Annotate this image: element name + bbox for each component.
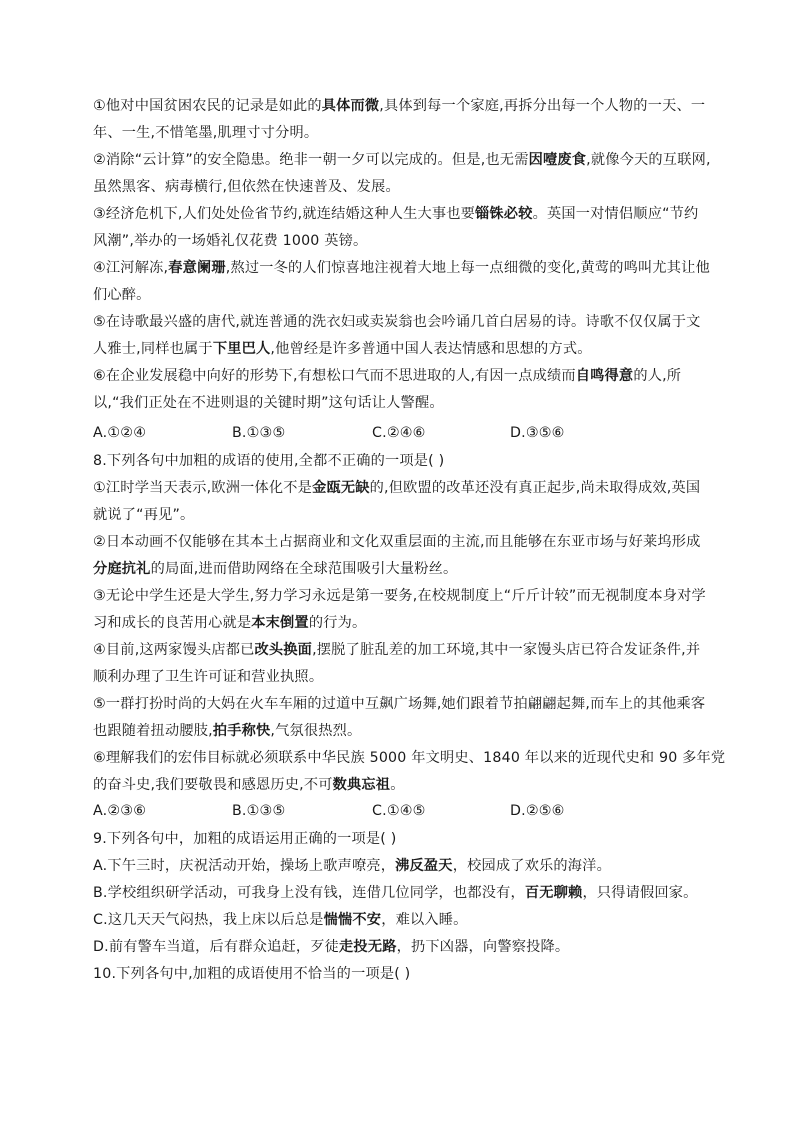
sentence-text: 以,“我们正处在不进则退的关键时期”这句话让人警醒。: [93, 395, 444, 411]
q7-sentence-6-line-2: [93, 393, 444, 413]
sentence-text: 风潮”,举办的一场婚礼仅花费 1000 英镑。: [93, 233, 368, 249]
bold-idiom: 沸反盈天: [395, 858, 453, 874]
bold-idiom: 数典忘祖: [332, 777, 391, 793]
bold-idiom: 改头换面: [254, 642, 313, 658]
question-9-stem: 9.下列各句中，加粗的成语运用正确的一项是( ): [93, 831, 397, 847]
bold-idiom: 下里巴人: [212, 341, 271, 357]
q7-sentence-5-line-2: [93, 339, 592, 359]
q9-sentence-4-line-1: [93, 937, 569, 957]
q7-sentence-6-line-1: [93, 366, 681, 386]
sentence-text: ①他对中国贫困农民的记录是如此的: [93, 98, 322, 114]
sentence-text: 就说了“再见”。: [93, 507, 195, 523]
sentence-text: 顺利办理了卫生许可证和营业执照。: [93, 669, 324, 685]
sentence-text: 的人,所: [633, 368, 682, 384]
q8-sentence-5-line-1: [93, 694, 705, 714]
sentence-text: ,熬过一冬的人们惊喜地注视着大地上每一点细微的变化,黄莺的鸣叫尤其让他: [225, 260, 710, 276]
q9-sentence-2-line-1: [93, 883, 698, 903]
sentence-text: 。英国一对情侣顺应“节约: [532, 206, 699, 222]
q7-option-B: B.①③⑤: [232, 425, 286, 441]
q7-sentence-4-line-1: [93, 258, 710, 278]
q8-sentence-2-line-1: [93, 532, 701, 552]
sentence-text: ⑤在诗歌最兴盛的唐代,就连普通的洗衣妇或卖炭翁也会吟诵几首白居易的诗。诗歌不仅仅属于文: [93, 314, 701, 330]
bold-idiom: 百无聊赖: [524, 885, 583, 901]
q7-sentence-3-line-2: [93, 231, 367, 251]
q8-option-C: C.①④⑤: [372, 803, 426, 819]
sentence-text: 虽然黑客、病毒横行,但依然在快速普及、发展。: [93, 179, 400, 195]
sentence-text: ②消除“云计算”的安全隐患。绝非一朝一夕可以完成的。但是,也无需: [93, 152, 529, 168]
sentence-text: 的,但欧盟的改革还没有真正起步,尚未取得成效,英国: [369, 480, 701, 496]
bold-idiom: 分庭抗礼: [93, 561, 151, 577]
q8-sentence-4-line-1: [93, 640, 700, 660]
sentence-text: ②日本动画不仅能够在其本土占据商业和文化双重层面的主流,而且能够在东亚市场与好莱坞形成: [93, 534, 701, 550]
sentence-text: 的奋斗史,我们要敬畏和感恩历史,不可: [93, 777, 333, 793]
sentence-text: ④目前,这两家馒头店都已: [93, 642, 255, 658]
sentence-text: 人雅士,同样也属于: [93, 341, 213, 357]
q9-sentence-3-line-1: [93, 910, 468, 930]
sentence-text: ,摆脱了脏乱差的加工环境,其中一家馒头店已符合发证条件,并: [312, 642, 701, 658]
q7-option-A: A.①②④: [93, 425, 147, 441]
q9-sentence-1-line-1: [93, 856, 611, 876]
q7-sentence-5-line-1: [93, 312, 701, 332]
q8-sentence-5-line-2: [93, 721, 361, 741]
sentence-text: 也跟随着扭动腰肢,: [93, 723, 213, 739]
sentence-text: 的局面,进而借助网络在全球范围吸引大量粉丝。: [150, 561, 458, 577]
sentence-text: D.前有警车当道，后有群众追赶，歹徒: [93, 939, 340, 955]
sentence-text: 习和成长的良苦用心就是: [93, 615, 252, 631]
sentence-text: ⑤一群打扮时尚的大妈在火车车厢的过道中互飙广场舞,她们跟着节拍翩翩起舞,而车上的其他乘客: [93, 696, 706, 712]
q7-sentence-2-line-2: [93, 177, 400, 197]
bold-idiom: 因噎废食: [528, 152, 587, 168]
bold-idiom: 本末倒置: [251, 615, 309, 631]
sentence-text: ③无论中学生还是大学生,努力学习永远是第一要务,在校规制度上“斤斤计较”而无视制度本身对学: [93, 588, 706, 604]
q8-sentence-3-line-2: [93, 613, 366, 633]
bold-idiom: 走投无路: [339, 939, 397, 955]
question-10-stem: 10.下列各句中,加粗的成语使用不恰当的一项是( ): [93, 966, 411, 982]
q7-sentence-3-line-1: [93, 204, 698, 224]
q8-sentence-2-line-2: [93, 559, 457, 579]
q7-sentence-4-line-2: [93, 285, 151, 305]
q7-sentence-2-line-1: [93, 150, 711, 170]
sentence-text: C.这几天天气闷热，我上床以后总是: [93, 912, 324, 928]
q7-option-D: D.③⑤⑥: [510, 425, 565, 441]
q7-sentence-1-line-1: [93, 96, 705, 116]
sentence-text: ,气氛很热烈。: [270, 723, 362, 739]
sentence-text: ,具体到每一个家庭,再拆分出每一个人物的一天、一: [379, 98, 706, 114]
q8-option-A: A.②③⑥: [93, 803, 147, 819]
q8-sentence-3-line-1: [93, 586, 706, 606]
q8-option-D: D.②⑤⑥: [510, 803, 565, 819]
q8-sentence-1-line-1: [93, 478, 700, 498]
sentence-text: ，只得请假回家。: [582, 885, 698, 901]
q7-sentence-1-line-2: [93, 123, 318, 143]
q8-sentence-6-line-1: [93, 748, 725, 768]
sentence-text: ③经济危机下,人们处处俭省节约,就连结婚这种人生大事也要: [93, 206, 476, 222]
q8-sentence-4-line-2: [93, 667, 323, 687]
sentence-text: ,就像今天的互联网,: [586, 152, 711, 168]
sentence-text: B.学校组织研学活动，可我身上没有钱，连借几位同学，也都没有，: [93, 885, 525, 901]
q8-option-B: B.①③⑤: [232, 803, 286, 819]
bold-idiom: 拍手称快: [212, 723, 271, 739]
bold-idiom: 具体而微: [321, 98, 380, 114]
sentence-text: 。: [390, 777, 405, 793]
sentence-text: 们心醉。: [93, 287, 151, 303]
bold-idiom: 金瓯无缺: [312, 480, 370, 496]
sentence-text: ，扔下凶器，向警察投降。: [396, 939, 570, 955]
sentence-text: ④江河解冻,: [93, 260, 169, 276]
sentence-text: ⑥理解我们的宏伟目标就必须联系中华民族 5000 年文明史、1840 年以来的近现代史和 90 多年党: [93, 750, 726, 766]
sentence-text: A.下午三时，庆祝活动开始，操场上歌声嘹亮，: [93, 858, 396, 874]
q8-sentence-1-line-2: [93, 505, 194, 525]
sentence-text: ①江时学当天表示,欧洲一体化不是: [93, 480, 313, 496]
question-8-stem: 8.下列各句中加粗的成语的使用,全都不正确的一项是( ): [93, 453, 445, 469]
q7-option-C: C.②④⑥: [372, 425, 426, 441]
sentence-text: ，校园成了欢乐的海洋。: [452, 858, 611, 874]
sentence-text: ,他曾经是许多普通中国人表达情感和思想的方式。: [270, 341, 592, 357]
bold-idiom: 自鸣得意: [575, 368, 634, 384]
sentence-text: ，难以入睡。: [381, 912, 468, 928]
sentence-text: 年、一生,不惜笔墨,肌理寸寸分明。: [93, 125, 319, 141]
q8-sentence-6-line-2: [93, 775, 405, 795]
bold-idiom: 锱铢必较: [475, 206, 533, 222]
sentence-text: 的行为。: [308, 615, 367, 631]
bold-idiom: 春意阑珊: [168, 260, 226, 276]
bold-idiom: 惴惴不安: [323, 912, 382, 928]
sentence-text: ⑥在企业发展稳中向好的形势下,有想松口气而不思进取的人,有因一点成绩而: [93, 368, 576, 384]
